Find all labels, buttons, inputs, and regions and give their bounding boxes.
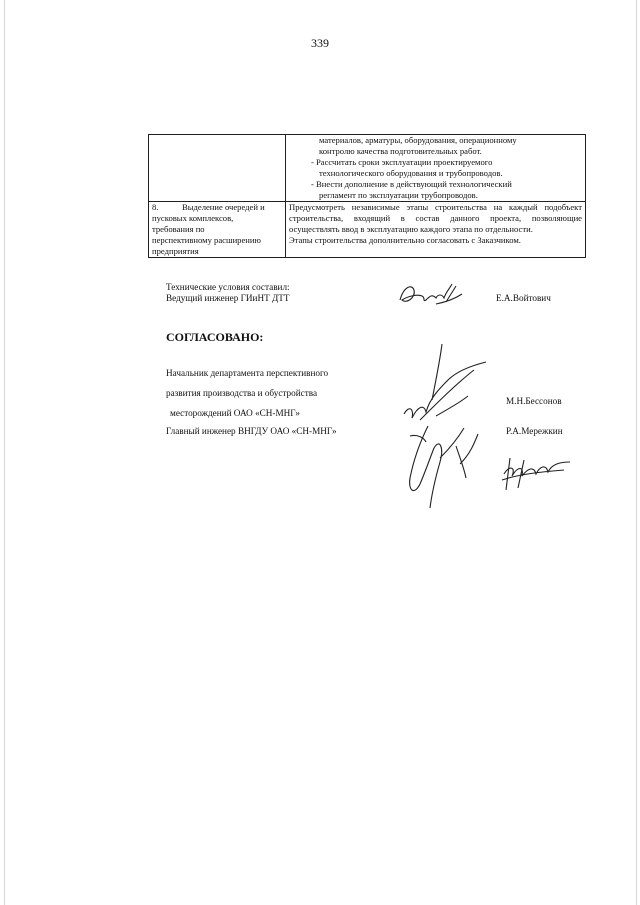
scan-edge-left xyxy=(4,0,5,905)
author-line1: Технические условия составил: xyxy=(166,282,290,292)
row8-label-line: перспективному расширению xyxy=(152,235,261,245)
row8-label-cell xyxy=(149,202,286,258)
row8-label-line: предприятия xyxy=(152,246,199,256)
scan-edge-right xyxy=(636,0,637,905)
author-line2: Ведущий инженер ГИиНТ ДТТ xyxy=(166,293,290,303)
row8-number: 8. xyxy=(152,202,159,212)
continued-line: регламент по эксплуатации трубопроводов. xyxy=(319,190,478,200)
continued-line: технологического оборудования и трубопроводов. xyxy=(319,168,503,178)
table-cell-empty xyxy=(149,135,286,202)
row8-text: Предусмотреть независимые этапы строительства на каждый подобъект строительства, входящий в состав данного проекта, позволяющие осуществлять ввод в эксплуатацию каждого этапа по отдельности. xyxy=(289,202,582,234)
author-block xyxy=(166,282,290,304)
approver1-line3: месторождений ОАО «СН-МНГ» xyxy=(170,408,300,418)
row8-label-line: Выделение очередей и xyxy=(182,202,265,212)
row8-text-last: Этапы строительства дополнительно согласовать с Заказчиком. xyxy=(289,235,521,245)
continued-line: материалов, арматуры, оборудования, операционному xyxy=(319,135,517,145)
requirements-table xyxy=(148,134,586,258)
approver2-signature xyxy=(400,418,580,513)
row8-text-cell xyxy=(286,202,586,258)
approver1-name: М.Н.Бессонов xyxy=(506,396,562,406)
approver1-line1: Начальник департамента перспективного xyxy=(166,368,329,378)
continued-line: - Внести дополнение в действующий технологический xyxy=(311,179,512,189)
approver2-title: Главный инженер ВНГДУ ОАО «СН-МНГ» xyxy=(166,426,337,436)
continued-line: - Рассчитать сроки эксплуатации проектируемого xyxy=(311,157,493,167)
author-name: Е.А.Войтович xyxy=(496,293,551,303)
approver1-title xyxy=(166,363,328,423)
author-signature xyxy=(396,280,466,310)
approver1-line2: развития производства и обустройства xyxy=(166,388,318,398)
table-cell-continued xyxy=(286,135,586,202)
continued-line: контролю качества подготовительных работ. xyxy=(319,146,482,156)
table-row-continued xyxy=(149,135,586,202)
page-number: 339 xyxy=(311,36,329,50)
row8-label-line: пусковых комплексов, xyxy=(152,213,234,223)
table-row-8 xyxy=(149,202,586,258)
approver2-name: Р.А.Мережкин xyxy=(506,426,563,436)
row8-label-line: требования по xyxy=(152,224,205,234)
approved-heading: СОГЛАСОВАНО: xyxy=(166,330,264,344)
